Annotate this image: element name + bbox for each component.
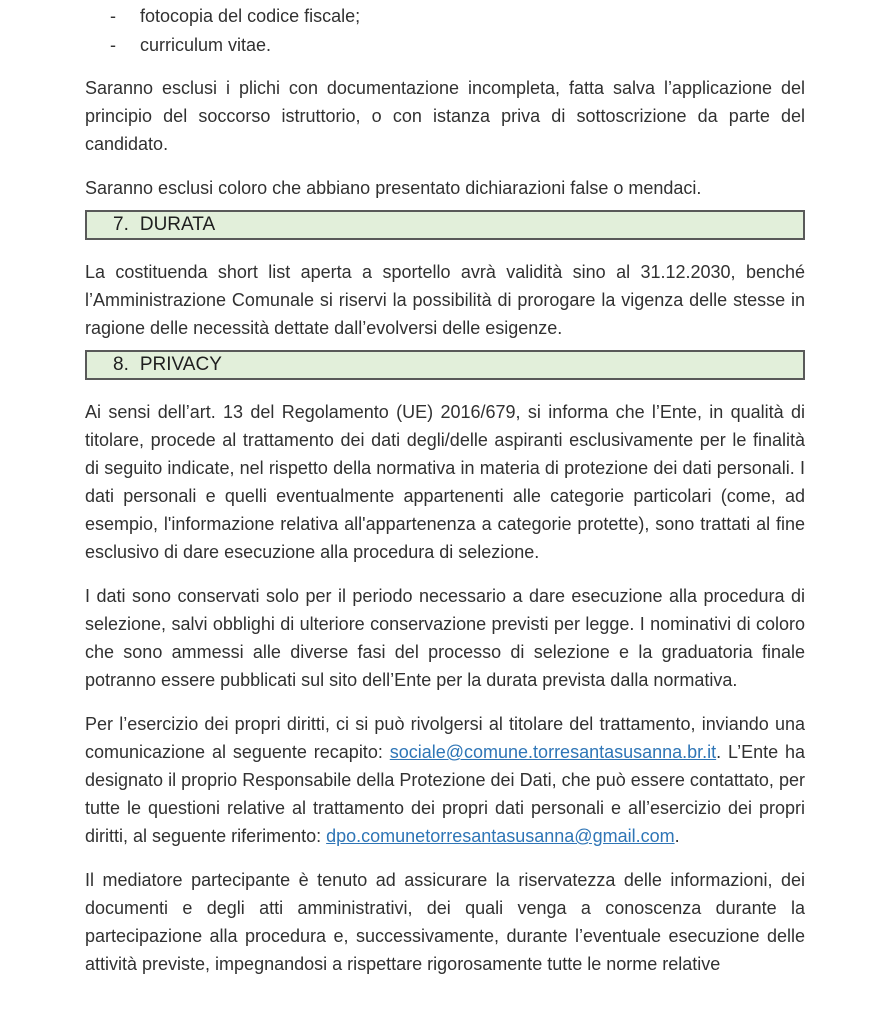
list-item-text: curriculum vitae. [140, 35, 272, 55]
list-item-text: fotocopia del codice fiscale; [140, 6, 361, 26]
required-documents-list [85, 2, 805, 60]
paragraph-exclusion-false: Saranno esclusi coloro che abbiano presentato dichiarazioni false o mendaci. [85, 178, 702, 198]
list-bullet: - [110, 35, 116, 55]
list-bullet: - [110, 6, 116, 26]
paragraph-contact-text-2: . L’Ente ha designato il proprio Responsabile della Protezione dei Dati, che può essere contattato, per tutte le questioni relative al trattamento dei propri dati personali e all’esercizio dei propri diritti, al seguente riferimento: [85, 742, 806, 846]
section-title: DURATA [139, 214, 216, 235]
paragraph-privacy-2: I dati sono conservati solo per il periodo necessario a dare esecuzione alla procedura di selezione, salvi obblighi di ulteriore conservazione previsti per legge. I nominativi di coloro che sono ammessi alle diverse fasi del processo di selezione e la graduatoria finale potranno essere pubblicati sul sito dell’Ente per la durata prevista dalla normativa. [85, 586, 805, 690]
section-header-privacy [85, 350, 805, 380]
email-link-sociale[interactable]: sociale@comune.torresantasusanna.br.it [389, 742, 717, 762]
list-item [85, 31, 805, 60]
section-header-durata [85, 210, 805, 240]
paragraph-contact-text-1: Per l’esercizio dei propri diritti, ci si può rivolgersi al titolare del trattamento, inviando una comunicazione al seguente recapito: [85, 714, 805, 762]
section-number: 7. [113, 214, 129, 235]
paragraph-durata: La costituenda short list aperta a sportello avrà validità sino al 31.12.2030, benché l’Amministrazione Comunale si riservi la possibilità di prorogare la vigenza delle stesse in ragione delle necessità dettate dall’evolversi delle esigenze. [85, 262, 805, 338]
paragraph-privacy-1: Ai sensi dell’art. 13 del Regolamento (UE) 2016/679, si informa che l’Ente, in qualità di titolare, procede al trattamento dei dati degli/delle aspiranti esclusivamente per le finalità di seguito indicate, nel rispetto della normativa in materia di protezione dei dati personali. I dati personali e quelli eventualmente appartenenti alle categorie particolari (come, ad esempio, l'informazione relativa all'appartenenza a categorie protette), sono trattati al fine esclusivo di dare esecuzione alla procedura di selezione. [85, 402, 805, 562]
paragraph-contact-text-3: . [674, 826, 680, 846]
list-item [85, 2, 805, 31]
paragraph-contact [85, 710, 805, 850]
section-number: 8. [113, 354, 129, 375]
paragraph-riservatezza: Il mediatore partecipante è tenuto ad assicurare la riservatezza delle informazioni, dei documenti e degli atti amministrativi, dei quali venga a conoscenza durante la partecipazione alla procedura e, successivamente, durante l’eventuale esecuzione delle attività previste, impegnandosi a rispettare rigorosamente tutte le norme relative [85, 870, 805, 974]
email-link-dpo[interactable]: dpo.comunetorresantasusanna@gmail.com [326, 826, 675, 846]
section-title: PRIVACY [139, 354, 222, 375]
paragraph-exclusion-plichi: Saranno esclusi i plichi con documentazione incompleta, fatta salva l’applicazione del principio del soccorso istruttorio, o con istanza priva di sottoscrizione da parte del candidato. [85, 78, 805, 154]
